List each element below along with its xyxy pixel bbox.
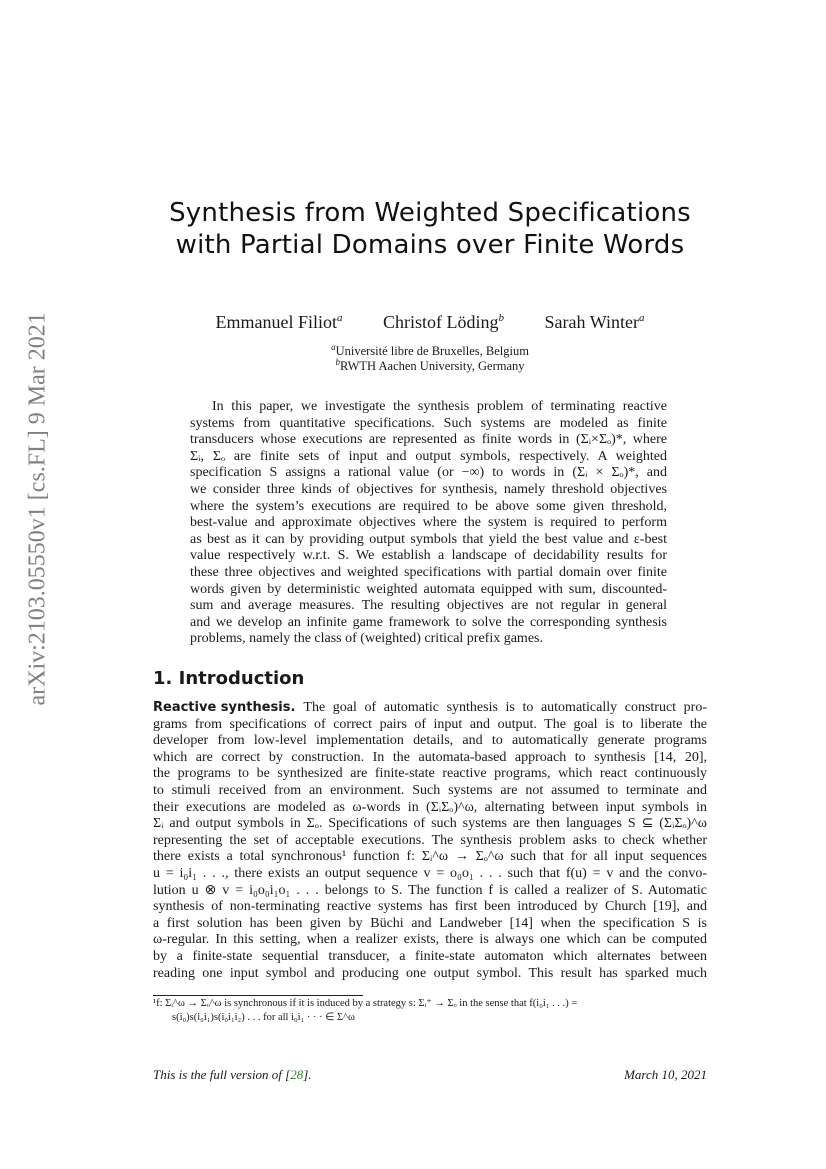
abstract-line: best-value and approximate objectives where the system is required to perform xyxy=(190,515,667,531)
arxiv-stamp: arXiv:2103.05550v1 [cs.FL] 9 Mar 2021 xyxy=(24,312,51,706)
abstract-line: problems, namely the class of (weighted) critical prefix games. xyxy=(190,631,543,647)
footer-date: March 10, 2021 xyxy=(624,1067,707,1082)
intro-line: to stimuli received from an environment. Such systems are not assumed to terminate and xyxy=(153,783,707,798)
paper-title-line-2: with Partial Domains over Finite Words xyxy=(175,230,685,260)
abstract-line: and we develop an infinite game framework to solve the corresponding synthesis xyxy=(190,614,667,630)
abstract-line: specification S assigns a rational value (or −∞) to words in (Σᵢ × Σₒ)*, and xyxy=(190,465,667,481)
intro-line xyxy=(153,700,707,716)
intro-line: representing the set of acceptable executions. The synthesis problem asks to check whether xyxy=(153,832,707,848)
intro-line: u = i₀i₁ . . ., there exists an output sequence v = o₀o₁ . . . such that f(u) = v and the convo- xyxy=(153,866,707,881)
author: Emmanuel Filiot$^a$ xyxy=(215,312,343,332)
run-in-heading: Reactive synthesis. xyxy=(153,700,296,715)
intro-line-text: The goal of automatic synthesis is to automatically construct pro- xyxy=(303,700,707,715)
intro-line: ω-regular. In this setting, when a realizer exists, there is always one which can be computed xyxy=(153,932,707,948)
footnote-rule xyxy=(153,995,363,996)
intro-line: reading one input symbol and producing one output symbol. This result has sparked much xyxy=(153,965,707,981)
intro-line: there exists a total synchronous¹ function f: Σᵢ^ω → Σₒ^ω such that for all input sequences xyxy=(153,849,707,865)
abstract-line: as best as it can by providing output symbols that yield the best value and ε-best xyxy=(190,531,667,547)
intro-line: Σᵢ and output symbols in Σₒ. Specifications of such systems are then languages S ⊆ (ΣᵢΣₒ)^ω xyxy=(153,816,707,832)
abstract-line: where the system’s executions are required to be above some given threshold, xyxy=(190,498,667,514)
abstract-line: these three objectives and weighted specifications with partial domain over finite xyxy=(190,565,667,580)
author-list xyxy=(0,312,826,333)
footer-note: This is the full version of [28]. xyxy=(153,1067,312,1082)
abstract-line: sum and average measures. The resulting objectives are not regular in general xyxy=(190,598,667,614)
intro-line: grams from specifications of correct pairs of input and output. The goal is to liberate the xyxy=(153,716,707,732)
abstract-line: words given by deterministic weighted automata equipped with sum, discounted- xyxy=(190,581,667,597)
abstract-line: systems from quantitative specifications. Such systems are modeled as finite xyxy=(190,415,667,431)
abstract-line: we consider three kinds of objectives for synthesis, namely threshold objectives xyxy=(190,482,667,497)
intro-line: by a finite-state sequential transducer, a finite-state automaton which alternates between xyxy=(153,949,707,964)
author: Christof Löding$^b$ xyxy=(383,312,505,332)
citation-link[interactable]: 28 xyxy=(290,1067,304,1082)
footnote-line: s(i₀)s(i₀i₁)s(i₀i₁i₂) . . . for all i₀i₁ · · · ∈ Σ^ω xyxy=(172,1012,355,1023)
footnote-line: ¹f: Σᵢ^ω → Σₒ^ω is synchronous if it is induced by a strategy s: Σᵢ⁺ → Σₒ in the sense that f(i₀i₁ . . .) = xyxy=(153,998,578,1009)
intro-line: which are correct by construction. In the automata-based approach to synthesis [14, 20], xyxy=(153,749,707,765)
intro-line: the programs to be synthesized are finite-state reactive programs, which react continuously xyxy=(153,766,707,782)
abstract-line: transducers whose executions are represented as finite words in (Σᵢ×Σₒ)*, where xyxy=(190,432,667,448)
intro-line: synthesis of non-terminating reactive systems has first been introduced by Church [19], and xyxy=(153,899,707,915)
intro-line: a first solution has been given by Büchi and Landweber [14] when the specification S is xyxy=(153,915,707,931)
section-heading: 1. Introduction xyxy=(153,668,305,689)
intro-line: their executions are modeled as ω-words in (ΣᵢΣₒ)^ω, alternating between input symbols in xyxy=(153,799,707,815)
abstract-line: Σᵢ, Σₒ are finite sets of input and output symbols, respectively. A weighted xyxy=(190,448,667,464)
paper-title-line-1: Synthesis from Weighted Specifications xyxy=(169,198,691,228)
intro-line: developer from low-level implementation details, and to automatically generate programs xyxy=(153,733,707,749)
intro-line: lution u ⊗ v = i₀o₀i₁o₁ . . . belongs to S. The function f is called a realizer of S. Automatic xyxy=(153,882,707,898)
affiliation: $^b$RWTH Aachen University, Germany xyxy=(335,357,525,374)
abstract-line: In this paper, we investigate the synthesis problem of terminating reactive xyxy=(212,399,667,414)
abstract-line: value respectively w.r.t. S. We establish a landscape of decidability results for xyxy=(190,548,667,564)
affiliation: $^a$Université libre de Bruxelles, Belgium xyxy=(331,342,529,359)
author: Sarah Winter$^a$ xyxy=(544,312,645,332)
